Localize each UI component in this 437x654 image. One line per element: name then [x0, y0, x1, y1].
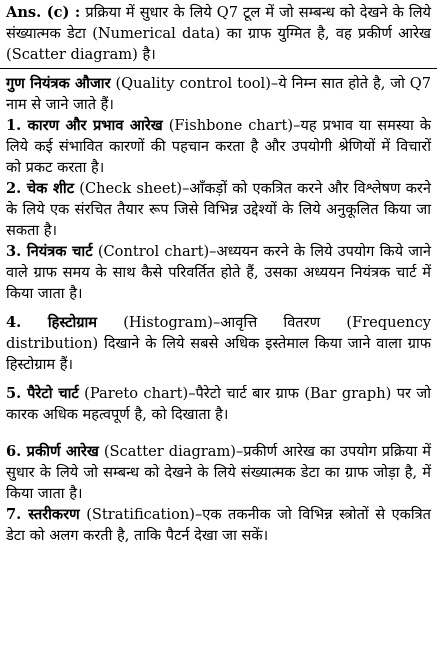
item-label: 4. हिस्टोग्राम — [6, 314, 97, 331]
item-label: 3. नियंत्रक चार्ट — [6, 243, 93, 260]
item-text: (Control chart)–अध्ययन करने के लिये उपयोग किये जाने वाले ग्राफ समय के साथ कैसे परिवर्तित होते हैं, उसका अध्ययन नियंत्रक चार्ट में किया जाता है। — [6, 243, 431, 302]
spacer — [6, 425, 431, 441]
item-label: 1. कारण और प्रभाव आरेख — [6, 117, 163, 134]
list-item-fishbone — [6, 115, 431, 178]
item-text: (Fishbone chart)–यह प्रभाव या समस्या के लिये कई संभावित कारणों की पहचान करता है और उपयोगी श्रेणियों में विचारों को प्रकट करता है। — [6, 117, 432, 176]
intro-heading: गुण नियंत्रक औजार — [6, 75, 111, 92]
list-item-histogram — [6, 312, 431, 375]
item-text: (Stratification)–एक तकनीक जो विभिन्न स्त्रोतों से एकत्रित डेटा को अलग करती है, ताकि पैटर्न देखा जा सकें। — [6, 506, 432, 544]
item-label: 6. प्रकीर्ण आरेख — [6, 443, 99, 460]
list-item-check-sheet — [6, 178, 431, 241]
spacer — [6, 375, 431, 383]
intro-text: (Quality control tool)–ये निम्न सात होते है, जो Q7 नाम से जाने जाते हैं। — [6, 75, 432, 113]
section-divider — [0, 68, 437, 69]
item-text: (Check sheet)–आँकड़ों को एकत्रित करने और विश्लेषण करने के लिये एक संरचित तैयार रूप जिसे विभिन्न उद्देश्यों के लिये अनुकूलित किया जा सकता है। — [6, 180, 431, 239]
item-label: 5. पैरेटो चार्ट — [6, 385, 79, 402]
item-text: (Histogram)–आवृत्ति वितरण (Frequency distribution) दिखाने के लिये सबसे अधिक इस्तेमाल किया जाने वाला ग्राफ हिस्टोग्राम हैं। — [6, 314, 431, 373]
answer-paragraph — [6, 2, 431, 65]
list-item-stratification — [6, 504, 431, 546]
list-item-control-chart — [6, 241, 431, 304]
spacer — [6, 304, 431, 312]
answer-text: प्रक्रिया में सुधार के लिये Q7 टूल में जो सम्बन्ध को देखने के लिये संख्यात्मक डेटा (Numerical data) का ग्राफ युग्मित है, वह प्रकीर्ण आरेख (Scatter diagram) है। — [6, 4, 432, 63]
item-label: 7. स्तरीकरण — [6, 506, 80, 523]
list-item-pareto-chart — [6, 383, 431, 425]
intro-paragraph — [6, 73, 431, 115]
answer-label: Ans. (c) : — [6, 4, 81, 21]
item-label: 2. चेक शीट — [6, 180, 75, 197]
list-item-scatter-diagram — [6, 441, 431, 504]
item-text: (Pareto chart)–पैरेटो चार्ट बार ग्राफ (Bar graph) पर जो कारक अधिक महत्वपूर्ण है, को दिखाता है। — [6, 385, 431, 423]
item-text: (Scatter diagram)–प्रकीर्ण आरेख का उपयोग प्रक्रिया में सुधार के लिये जो सम्बन्ध को देखने के लिये संख्यात्मक डेटा का ग्राफ जोड़ा है, में किया जाता है। — [6, 443, 432, 502]
